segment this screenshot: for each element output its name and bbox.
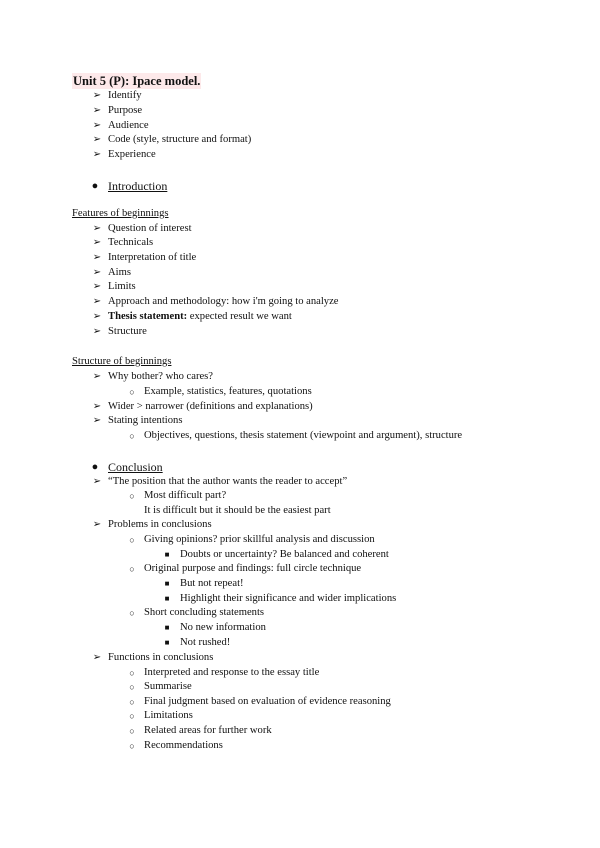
arrow-bullet-icon: ➢ xyxy=(92,149,102,160)
arrow-bullet-icon: ➢ xyxy=(92,267,102,278)
square-bullet-icon: ■ xyxy=(164,623,170,632)
structure-heading: Structure of beginnings xyxy=(72,356,172,367)
circle-bullet-icon: ○ xyxy=(129,741,135,751)
circle-bullet-icon: ○ xyxy=(129,697,135,707)
arrow-bullet-icon: ➢ xyxy=(92,476,102,487)
arrow-bullet-icon: ➢ xyxy=(92,237,102,248)
square-bullet-icon: ■ xyxy=(164,638,170,647)
thesis-label: Thesis statement: xyxy=(108,311,188,322)
arrow-bullet-icon: ➢ xyxy=(92,105,102,116)
circle-bullet-icon: ○ xyxy=(129,564,135,574)
features-heading: Features of beginnings xyxy=(72,208,169,219)
circle-bullet-icon: ○ xyxy=(129,682,135,692)
filled-bullet-icon: ● xyxy=(91,461,99,473)
circle-bullet-icon: ○ xyxy=(129,668,135,678)
list-item-continuation: It is difficult but it should be the easiest part xyxy=(144,505,331,516)
filled-bullet-icon: ● xyxy=(91,180,99,192)
arrow-bullet-icon: ➢ xyxy=(92,326,102,337)
arrow-bullet-icon: ➢ xyxy=(92,311,102,322)
section-title-introduction: Introduction xyxy=(108,179,168,193)
circle-bullet-icon: ○ xyxy=(129,431,135,441)
arrow-bullet-icon: ➢ xyxy=(92,281,102,292)
document-page: Unit 5 (P): Ipace model. ➢ Identify ➢ Purpose ➢ Audience ➢ Code (style, structure and format) ➢ Experience ● Introduction Features of beginnings ➢ Question of interest ➢ Technicals ➢ Interpretation of title ➢ Aims ➢ Limits ➢ Approach and methodology: how i'm going to analyze ➢ Thesis statement: expected result we want ➢ Structure Structure of beginnings ➢ Why bother? who cares? ○ Example, statistics, features, quotations ➢ Wider > narrower (definitions and explanations) ➢ Stating intentions ○ Objectives, questions, thesis statement (viewpoint and argument), structure ● Conclusion ➢ “The position that the author wants the reader to accept” ○ Most difficult part? It is difficult but it should be the easiest part ➢ Problems in conclusions ○ Giving opinions? prior skillful analysis and discussion ■ Doubts or uncertainty? Be balanced and coherent ○ Original purpose and findings: full circle technique ■ But not repeat! ■ Highlight their significance and wider implications ○ Short concluding statements ■ No new information ■ Not rushed! ➢ Functions in conclusions ○ Interpreted and response to the essay title ○ Summarise ○ Final judgment based on evaluation of evidence reasoning ○ Limitations ○ Related areas for further work ○ Recommendations xyxy=(72,74,463,751)
section-title-conclusion: Conclusion xyxy=(108,460,163,474)
arrow-bullet-icon: ➢ xyxy=(92,652,102,663)
square-bullet-icon: ■ xyxy=(164,594,170,603)
arrow-bullet-icon: ➢ xyxy=(92,134,102,145)
circle-bullet-icon: ○ xyxy=(129,711,135,721)
square-bullet-icon: ■ xyxy=(164,550,170,559)
circle-bullet-icon: ○ xyxy=(129,491,135,501)
square-bullet-icon: ■ xyxy=(164,579,170,588)
arrow-bullet-icon: ➢ xyxy=(92,120,102,131)
circle-bullet-icon: ○ xyxy=(129,535,135,545)
arrow-bullet-icon: ➢ xyxy=(92,90,102,101)
circle-bullet-icon: ○ xyxy=(129,387,135,397)
arrow-bullet-icon: ➢ xyxy=(92,401,102,412)
page-title: Unit 5 (P): Ipace model. xyxy=(73,74,201,88)
arrow-bullet-icon: ➢ xyxy=(92,519,102,530)
arrow-bullet-icon: ➢ xyxy=(92,223,102,234)
circle-bullet-icon: ○ xyxy=(129,726,135,736)
arrow-bullet-icon: ➢ xyxy=(92,415,102,426)
arrow-bullet-icon: ➢ xyxy=(92,371,102,382)
circle-bullet-icon: ○ xyxy=(129,608,135,618)
arrow-bullet-icon: ➢ xyxy=(92,252,102,263)
arrow-bullet-icon: ➢ xyxy=(92,296,102,307)
